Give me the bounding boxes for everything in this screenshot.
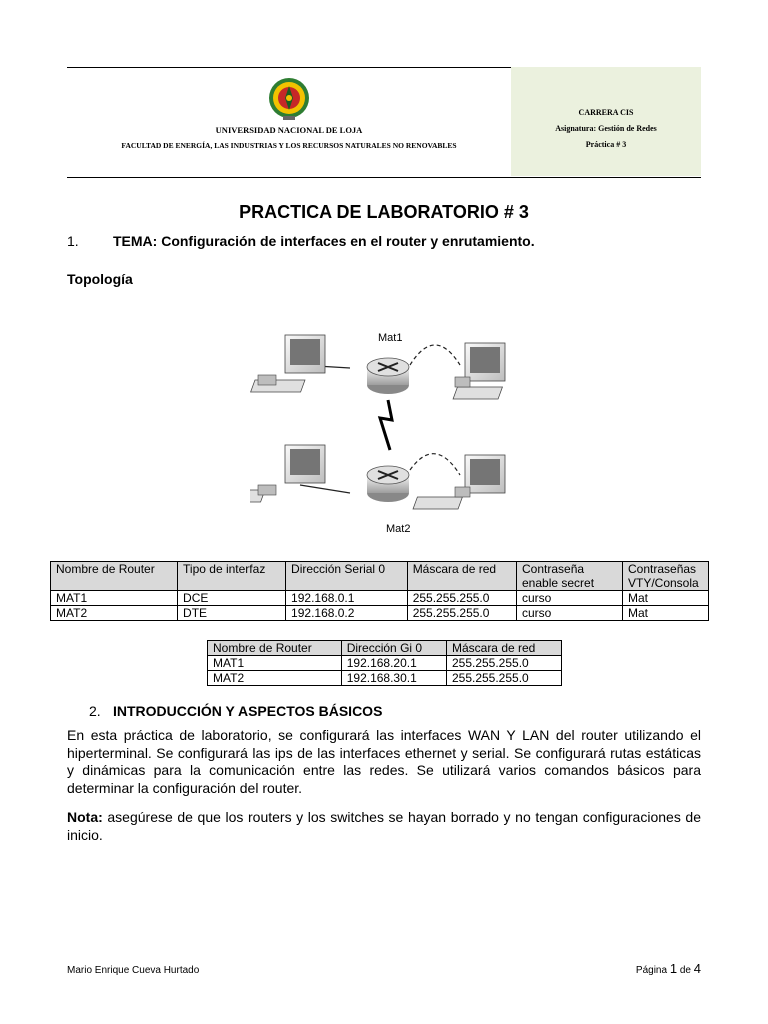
section2-number: 2. <box>89 703 101 719</box>
note-text: asegúrese de que los routers y los switches se hayan borrado y no tengan configuraciones de inicio. <box>67 809 701 843</box>
table-cell: curso <box>517 606 623 621</box>
table-header-row <box>51 562 709 591</box>
footer-page-number <box>636 961 701 976</box>
header-rule-bottom <box>67 177 701 178</box>
career-label: CARRERA CIS <box>578 108 634 117</box>
pc-bottom-left-icon <box>250 445 325 502</box>
network-topology-diagram <box>250 325 525 540</box>
page-current: 1 <box>669 961 678 976</box>
table-cell: Mat <box>623 591 709 606</box>
table-header-cell: Dirección Gi 0 <box>341 641 446 656</box>
page-total: 4 <box>693 961 701 976</box>
section1-number: 1. <box>67 233 79 249</box>
router-mat2-label: Mat2 <box>386 523 411 535</box>
router-mat1-label: Mat1 <box>378 332 403 344</box>
router-mat2-icon <box>367 466 409 502</box>
table-cell: 255.255.255.0 <box>407 591 516 606</box>
table-cell: 192.168.20.1 <box>341 656 446 671</box>
table-cell: MAT2 <box>208 671 342 686</box>
table-cell: MAT1 <box>208 656 342 671</box>
gigabit-config-table <box>207 640 562 686</box>
table-row <box>51 591 709 606</box>
table-header-cell: Dirección Serial 0 <box>286 562 408 591</box>
serial-link-icon <box>380 400 392 450</box>
note-paragraph <box>67 809 701 844</box>
note-label: Nota: <box>67 809 103 825</box>
serial-config-table <box>50 561 709 621</box>
table-cell: DTE <box>178 606 286 621</box>
table-cell: 255.255.255.0 <box>446 671 561 686</box>
table-cell: 192.168.0.2 <box>286 606 408 621</box>
practice-label: Práctica # 3 <box>585 140 627 149</box>
intro-paragraph: En esta práctica de laboratorio, se configurará las interfaces WAN Y LAN del router utilizando el hiperterminal. Se configurará las ips de las interfaces ethernet y serial. Se configurará rutas estáticas y dinámicas para la comunicación entre las redes. Se utilizará varios comandos básicos para determinar la configuración del router. <box>67 727 701 796</box>
footer-author: Mario Enrique Cueva Hurtado <box>67 965 200 976</box>
header-course-box <box>511 67 701 176</box>
table-header-cell: Nombre de Router <box>208 641 342 656</box>
table-row <box>51 606 709 621</box>
topology-heading: Topología <box>67 271 133 287</box>
table-cell: Mat <box>623 606 709 621</box>
section2-title: INTRODUCCIÓN Y ASPECTOS BÁSICOS <box>113 703 383 719</box>
pc-top-right-icon <box>453 343 505 399</box>
table-header-cell: Máscara de red <box>446 641 561 656</box>
faculty-name: FACULTAD DE ENERGÍA, LAS INDUSTRIAS Y LOS RECURSOS NATURALES NO RENOVABLES <box>121 141 457 150</box>
table-cell: 192.168.0.1 <box>286 591 408 606</box>
pc-bottom-right-icon <box>413 455 505 509</box>
table-header-cell: Máscara de red <box>407 562 516 591</box>
table-row <box>208 656 562 671</box>
header-left <box>67 68 511 177</box>
table-cell: 192.168.30.1 <box>341 671 446 686</box>
table-row <box>208 671 562 686</box>
table-header-cell: Tipo de interfaz <box>178 562 286 591</box>
table-header-cell: Contraseñas VTY/Consola <box>623 562 709 591</box>
page-of: de <box>679 965 691 976</box>
page-title: PRACTICA DE LABORATORIO # 3 <box>239 202 529 222</box>
table-cell: DCE <box>178 591 286 606</box>
table-cell: 255.255.255.0 <box>446 656 561 671</box>
router-mat1-icon <box>367 358 409 394</box>
table-cell: curso <box>517 591 623 606</box>
subject-label: Asignatura: Gestión de Redes <box>555 124 657 133</box>
university-name: UNIVERSIDAD NACIONAL DE LOJA <box>215 125 363 135</box>
section1-title: TEMA: Configuración de interfaces en el router y enrutamiento. <box>113 233 535 249</box>
university-logo <box>267 76 311 122</box>
pc-top-left-icon <box>251 335 325 392</box>
table-header-row <box>208 641 562 656</box>
table-header-cell: Contraseña enable secret <box>517 562 623 591</box>
page-label: Página <box>635 965 668 976</box>
table-header-cell: Nombre de Router <box>51 562 178 591</box>
table-cell: 255.255.255.0 <box>407 606 516 621</box>
table-cell: MAT2 <box>51 606 178 621</box>
table-cell: MAT1 <box>51 591 178 606</box>
